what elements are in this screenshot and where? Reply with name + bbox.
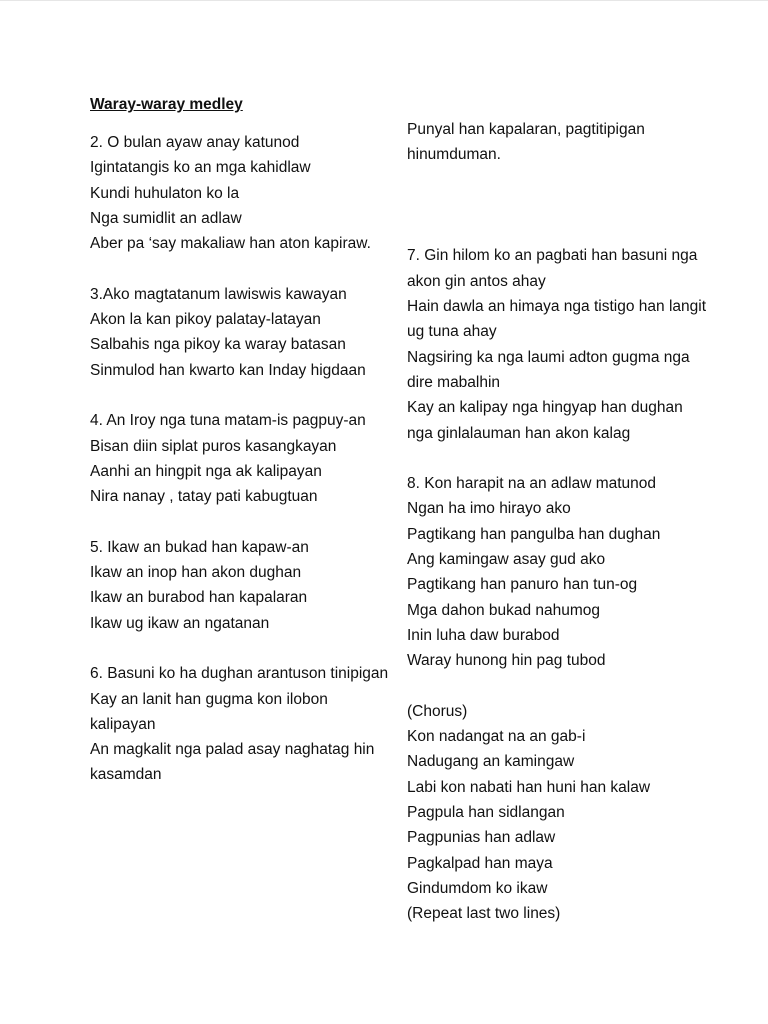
lyric-line: 2. O bulan ayaw anay katunod [90,134,300,151]
lyric-line: Aber pa ‘say makaliaw han aton kapiraw. [90,235,371,253]
lyric-line: Ikaw ug ikaw an ngatanan [90,614,270,632]
stanza-2 [90,130,390,256]
left-column [90,130,390,788]
lyric-line: Aanhi an hingpit nga ak kalipayan [90,462,322,480]
lyric-line: An magkalit nga palad asay naghatag hin kasamdan [90,741,375,784]
lyric-line: Gindumdom ko ikaw [407,879,548,897]
lyric-line: Ang kamingaw asay gud ako [407,551,606,569]
lyric-line: Punyal han kapalaran, pagtitipigan hinumduman. [407,121,645,164]
lyric-line: Kundi huhulaton ko la [90,184,240,202]
lyric-line: Nadugang an kamingaw [407,753,575,771]
lyric-line: Bisan diin siplat puros kasangkayan [90,437,337,455]
lyric-line: Nagsiring ka nga laumi adton gugma nga dire mabalhin [407,348,690,391]
blank-line [407,193,707,218]
stanza-4 [90,408,390,509]
lyric-line: Sinmulod han kwarto kan Inday higdaan [90,361,366,379]
lyric-line: 7. Gin hilom ko an pagbati han basuni nga akon gin antos ahay [407,247,698,290]
lyric-line: Nga sumidlit an adlaw [90,209,242,227]
stanza-6-continued [407,117,707,168]
lyric-line: Pagkalpad han maya [407,854,553,872]
lyric-line: Pagtikang han pangulba han dughan [407,525,661,543]
lyric-line: Waray hunong hin pag tubod [407,652,606,670]
lyric-line: 3.Ako magtatanum lawiswis kawayan [90,285,347,303]
lyric-line: Labi kon nabati han huni han kalaw [407,778,651,796]
stanza-6 [90,661,390,787]
stanza-7 [407,243,707,445]
lyric-line: Kay an lanit han gugma kon ilobon kalipayan [90,690,328,733]
lyric-line: Ngan ha imo hirayo ako [407,500,571,518]
lyric-line: Kon nadangat na an gab-i [407,728,586,746]
lyric-line: Igintatangis ko an mga kahidlaw [90,159,311,177]
lyric-line: Ikaw an inop han akon dughan [90,564,302,582]
lyric-line: Pagtikang han panuro han tun-og [407,576,638,594]
document-title: Waray-waray medley [90,96,243,113]
stanza-8 [407,471,707,673]
lyric-line: Akon la kan pikoy palatay-latayan [90,311,321,329]
blank-spacer [407,193,707,218]
lyric-line: Pagpunias han adlaw [407,829,556,847]
page-edge [0,0,768,1]
lyric-line: Pagpula han sidlangan [407,804,565,822]
lyric-line: Kay an kalipay nga hingyap han dughan nga ginlalauman han akon kalag [407,399,683,442]
lyric-line: Nira nanay , tatay pati kabugtuan [90,488,318,506]
lyric-line: 8. Kon harapit na an adlaw matunod [407,475,657,493]
lyric-line: 4. An Iroy nga tuna matam-is pagpuy-an [90,412,366,430]
lyric-line: Salbahis nga pikoy ka waray batasan [90,336,346,354]
lyric-line: Hain dawla an himaya nga tistigo han langit ug tuna ahay [407,298,706,341]
lyric-line: 6. Basuni ko ha dughan arantuson tinipigan [90,665,389,683]
chorus [407,699,707,927]
stanza-3 [90,282,390,383]
lyric-line: (Repeat last two lines) [407,905,561,923]
lyric-line: Mga dahon bukad nahumog [407,601,601,619]
lyric-line: (Chorus) [407,702,468,720]
lyric-line: Inin luha daw burabod [407,626,560,644]
right-column [407,117,707,927]
lyric-line: 5. Ikaw an bukad han kapaw-an [90,538,309,556]
stanza-5 [90,535,390,636]
lyric-line: Ikaw an burabod han kapalaran [90,589,308,607]
